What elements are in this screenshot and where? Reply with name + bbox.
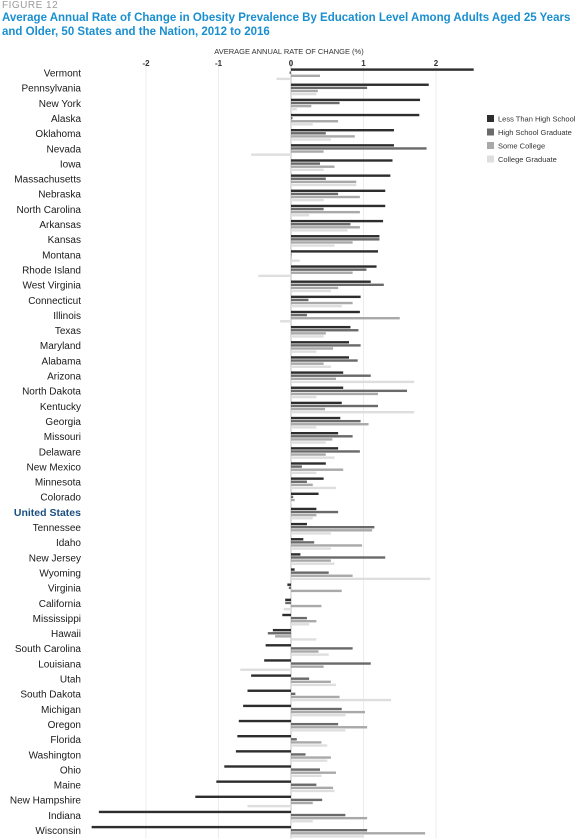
bar-some-college — [291, 423, 369, 425]
bar-high-school-graduate — [291, 253, 292, 255]
bar-college-graduate — [291, 184, 356, 186]
bar-college-graduate — [291, 381, 414, 383]
bar-high-school-graduate — [291, 678, 309, 680]
category-label: North Carolina — [16, 204, 81, 216]
bar-less-than-high-school — [216, 780, 291, 782]
bar-high-school-graduate — [291, 299, 308, 301]
x-tick-label: 2 — [433, 59, 439, 68]
bar-less-than-high-school — [291, 159, 393, 161]
bar-some-college — [291, 559, 331, 561]
bar-less-than-high-school — [291, 508, 316, 510]
x-axis-title: AVERAGE ANNUAL RATE OF CHANGE (%) — [214, 47, 364, 56]
bar-some-college — [291, 772, 336, 774]
bar-some-college — [291, 575, 353, 577]
bar-some-college — [291, 787, 333, 789]
bar-some-college — [291, 120, 338, 122]
x-tick-label: -1 — [214, 59, 223, 68]
bar-high-school-graduate — [291, 208, 324, 210]
bar-college-graduate — [284, 608, 291, 610]
bar-less-than-high-school — [224, 765, 291, 767]
bar-high-school-graduate — [291, 329, 358, 331]
category-label: West Virginia — [22, 280, 81, 292]
bar-high-school-graduate — [291, 344, 361, 346]
category-label: Michigan — [40, 704, 81, 716]
bar-college-graduate — [291, 350, 316, 352]
bar-less-than-high-school — [291, 68, 474, 70]
legend — [487, 115, 575, 165]
category-label: Hawaii — [50, 629, 81, 641]
bar-college-graduate — [291, 714, 345, 716]
bar-college-graduate — [291, 820, 313, 822]
bar-high-school-graduate — [291, 662, 371, 664]
bar-college-graduate — [291, 305, 342, 307]
legend-label: Some College — [498, 141, 546, 151]
bar-less-than-high-school — [195, 796, 291, 798]
bar-less-than-high-school — [266, 644, 291, 646]
bar-college-graduate — [291, 790, 335, 792]
bar-less-than-high-school — [251, 674, 291, 676]
x-tick-label: 0 — [288, 59, 294, 68]
bar-college-graduate — [291, 199, 324, 201]
bar-high-school-graduate — [291, 223, 350, 225]
category-label: California — [38, 598, 81, 610]
bar-less-than-high-school — [291, 523, 307, 525]
category-label: Ohio — [59, 765, 81, 777]
bar-college-graduate — [291, 502, 292, 504]
bar-college-graduate — [291, 456, 335, 458]
bar-less-than-high-school — [291, 387, 343, 389]
bar-high-school-graduate — [291, 556, 385, 558]
bar-less-than-high-school — [264, 659, 291, 661]
chart-title: Average Annual Rate of Change in Obesity Prevalence By Education Level Among Adults Aged 25 Years and Older, 50 States and the Nation, 2012 to 2016 — [2, 12, 571, 38]
bar-less-than-high-school — [291, 296, 361, 298]
category-label: North Dakota — [22, 386, 81, 398]
bar-college-graduate — [291, 623, 309, 625]
bar-high-school-graduate — [291, 617, 307, 619]
bar-college-graduate — [291, 229, 348, 231]
bar-some-college — [291, 756, 331, 758]
bar-high-school-graduate — [291, 435, 353, 437]
bar-some-college — [291, 317, 400, 319]
category-label: Maryland — [39, 341, 81, 353]
category-label: Mississippi — [32, 613, 81, 625]
bar-less-than-high-school — [291, 220, 383, 222]
category-label: Arkansas — [39, 220, 81, 231]
x-tick-label: -2 — [142, 59, 150, 68]
bar-less-than-high-school — [291, 568, 295, 570]
category-label: Indiana — [48, 810, 81, 822]
category-label: Tennessee — [32, 523, 81, 534]
category-label: Washington — [28, 750, 81, 762]
bar-high-school-graduate — [289, 587, 291, 589]
bar-high-school-graduate — [291, 87, 367, 89]
category-label: Colorado — [40, 492, 81, 504]
bar-less-than-high-school — [291, 371, 343, 373]
bar-college-graduate — [251, 153, 291, 155]
bar-high-school-graduate — [291, 375, 371, 377]
bar-college-graduate — [248, 805, 292, 807]
bar-high-school-graduate — [291, 162, 320, 164]
figure-label: FIGURE 12 — [2, 0, 59, 11]
category-label: Florida — [50, 735, 81, 747]
bar-high-school-graduate — [291, 238, 379, 240]
bar-high-school-graduate — [291, 753, 306, 755]
legend-swatch — [487, 115, 494, 122]
bar-some-college — [291, 226, 360, 228]
bar-less-than-high-school — [291, 235, 379, 237]
bar-college-graduate — [291, 578, 430, 580]
bar-high-school-graduate — [291, 829, 367, 831]
bar-college-graduate — [291, 759, 327, 761]
bar-high-school-graduate — [291, 799, 322, 801]
bar-high-school-graduate — [268, 632, 291, 634]
bar-some-college — [291, 696, 340, 698]
category-label: Illinois — [53, 310, 81, 322]
category-label: Alabama — [41, 356, 81, 368]
bar-some-college — [291, 817, 367, 819]
bar-college-graduate — [258, 275, 291, 277]
bar-less-than-high-school — [291, 447, 338, 449]
category-label: New Mexico — [26, 462, 81, 474]
bar-high-school-graduate — [291, 117, 292, 119]
bar-some-college — [291, 90, 318, 92]
bars — [92, 68, 474, 837]
bar-some-college — [291, 605, 321, 607]
bar-college-graduate — [291, 169, 324, 171]
bar-college-graduate — [291, 93, 316, 95]
bar-some-college — [291, 181, 356, 183]
bar-college-graduate — [291, 290, 331, 292]
bar-some-college — [291, 166, 335, 168]
bar-college-graduate — [291, 547, 331, 549]
bar-some-college — [291, 150, 324, 152]
bar-some-college — [291, 135, 355, 137]
bar-college-graduate — [291, 366, 331, 368]
bar-less-than-high-school — [291, 84, 429, 86]
bar-less-than-high-school — [291, 493, 319, 495]
bar-college-graduate — [291, 653, 329, 655]
bar-some-college — [291, 711, 365, 713]
bar-high-school-graduate — [291, 405, 378, 407]
bar-some-college — [291, 741, 321, 743]
category-label: Georgia — [45, 416, 81, 428]
bar-less-than-high-school — [291, 144, 394, 146]
bar-less-than-high-school — [291, 190, 385, 192]
bar-some-college — [291, 726, 367, 728]
bar-high-school-graduate — [291, 784, 316, 786]
bar-some-college — [291, 302, 353, 304]
bar-less-than-high-school — [239, 720, 291, 722]
category-label: Kansas — [47, 235, 81, 247]
bar-college-graduate — [277, 78, 292, 80]
bar-high-school-graduate — [291, 390, 407, 392]
bar-some-college — [291, 408, 325, 410]
category-label: Maine — [53, 780, 81, 792]
bar-some-college — [291, 620, 316, 622]
bar-college-graduate — [291, 729, 345, 731]
bar-less-than-high-school — [248, 690, 292, 692]
bar-some-college — [291, 438, 332, 440]
bar-high-school-graduate — [291, 481, 307, 483]
bar-high-school-graduate — [291, 147, 427, 149]
bar-college-graduate — [291, 472, 316, 474]
bar-some-college — [291, 272, 353, 274]
legend-label: Less Than High School — [498, 114, 575, 124]
bar-some-college — [291, 469, 343, 471]
category-label: Massachusetts — [14, 174, 81, 186]
bar-some-college — [291, 393, 378, 395]
bar-college-graduate — [291, 699, 391, 701]
bar-high-school-graduate — [291, 450, 360, 452]
category-label: Pennsylvania — [21, 83, 81, 95]
bar-less-than-high-school — [282, 614, 291, 616]
category-label: New York — [38, 98, 81, 110]
x-tick-labels — [142, 59, 438, 68]
category-label: South Carolina — [14, 644, 81, 656]
bar-high-school-graduate — [291, 526, 374, 528]
bar-less-than-high-school — [291, 99, 420, 101]
bar-college-graduate — [291, 138, 331, 140]
bar-high-school-graduate — [291, 541, 314, 543]
bar-less-than-high-school — [291, 538, 303, 540]
bar-high-school-graduate — [291, 465, 302, 467]
bar-college-graduate — [291, 775, 321, 777]
x-tick-label: 1 — [361, 59, 366, 68]
bar-some-college — [291, 362, 324, 364]
bar-less-than-high-school — [291, 114, 419, 116]
category-label: Wisconsin — [35, 826, 81, 837]
category-label: South Dakota — [20, 689, 81, 701]
bar-college-graduate — [291, 684, 336, 686]
bar-less-than-high-school — [291, 174, 390, 176]
category-label: Montana — [42, 250, 81, 262]
bar-some-college — [291, 544, 362, 546]
bar-some-college — [291, 665, 324, 667]
bar-high-school-graduate — [291, 723, 338, 725]
legend-swatch — [487, 129, 494, 136]
bar-some-college — [291, 529, 372, 531]
bar-less-than-high-school — [291, 311, 360, 313]
bar-less-than-high-school — [291, 326, 350, 328]
bar-high-school-graduate — [291, 693, 295, 695]
bar-high-school-graduate — [291, 314, 307, 316]
bar-some-college — [291, 681, 331, 683]
legend-label: High School Graduate — [498, 128, 572, 137]
bar-high-school-graduate — [291, 511, 338, 513]
bar-some-college — [291, 499, 295, 501]
bar-high-school-graduate — [290, 72, 291, 74]
bar-some-college — [291, 287, 338, 289]
bar-high-school-graduate — [291, 193, 338, 195]
bar-college-graduate — [291, 517, 313, 519]
category-label: Louisiana — [38, 659, 81, 671]
bar-some-college — [275, 635, 291, 637]
category-label: Kentucky — [39, 401, 81, 413]
category-label: Oklahoma — [35, 129, 81, 141]
bar-high-school-graduate — [291, 496, 293, 498]
bar-some-college — [291, 832, 425, 834]
bar-less-than-high-school — [287, 584, 291, 586]
bar-college-graduate — [240, 669, 291, 671]
bar-less-than-high-school — [243, 705, 291, 707]
category-label: New Hampshire — [9, 795, 81, 807]
bar-college-graduate — [291, 108, 297, 110]
bar-high-school-graduate — [291, 647, 353, 649]
bar-college-graduate — [291, 123, 313, 125]
bar-high-school-graduate — [291, 284, 384, 286]
category-label: New Jersey — [28, 553, 81, 565]
bar-college-graduate — [291, 563, 335, 565]
bar-some-college — [291, 802, 313, 804]
bar-college-graduate — [291, 411, 414, 413]
category-label: United States — [13, 506, 81, 519]
bar-high-school-graduate — [285, 602, 291, 604]
legend-swatch — [487, 142, 494, 149]
bar-some-college — [291, 650, 319, 652]
bar-college-graduate — [291, 335, 324, 337]
bar-college-graduate — [291, 638, 316, 640]
bar-less-than-high-school — [99, 811, 291, 813]
bar-college-graduate — [291, 426, 316, 428]
bar-less-than-high-school — [291, 250, 378, 252]
bar-college-graduate — [291, 593, 292, 595]
bar-less-than-high-school — [291, 281, 371, 283]
category-label: Texas — [54, 326, 81, 338]
bar-college-graduate — [291, 441, 326, 443]
bar-college-graduate — [291, 532, 331, 534]
legend-swatch — [487, 156, 494, 163]
bar-less-than-high-school — [291, 356, 349, 358]
bar-less-than-high-school — [291, 477, 324, 479]
bar-some-college — [291, 453, 326, 455]
category-label: Arizona — [47, 371, 81, 383]
category-label: Wyoming — [39, 568, 81, 580]
bar-high-school-graduate — [291, 571, 329, 573]
bar-high-school-graduate — [291, 359, 358, 361]
bar-some-college — [291, 211, 360, 213]
bar-college-graduate — [291, 835, 364, 837]
bar-less-than-high-school — [291, 417, 340, 419]
category-label: Iowa — [59, 159, 81, 171]
bar-college-graduate — [291, 487, 336, 489]
bar-college-graduate — [291, 214, 309, 216]
bar-high-school-graduate — [291, 814, 345, 816]
bar-less-than-high-school — [291, 341, 349, 343]
bar-some-college — [291, 484, 313, 486]
bar-high-school-graduate — [291, 268, 366, 270]
category-label: Missouri — [43, 432, 81, 444]
category-label: Virginia — [47, 583, 81, 595]
bar-high-school-graduate — [291, 738, 297, 740]
category-label: Alaska — [50, 113, 81, 125]
legend-label: College Graduate — [498, 155, 557, 164]
bar-some-college — [291, 514, 316, 516]
bar-less-than-high-school — [92, 826, 291, 828]
bar-less-than-high-school — [273, 629, 291, 631]
bar-some-college — [291, 378, 336, 380]
category-label: Connecticut — [28, 295, 81, 307]
bar-high-school-graduate — [291, 178, 326, 180]
category-label: Delaware — [38, 447, 81, 459]
bar-less-than-high-school — [236, 750, 291, 752]
bar-high-school-graduate — [291, 420, 361, 422]
bar-high-school-graduate — [291, 132, 326, 134]
bar-some-college — [291, 75, 320, 77]
bar-high-school-graduate — [291, 708, 342, 710]
bar-college-graduate — [291, 744, 327, 746]
category-label: Oregon — [47, 719, 81, 731]
bar-some-college — [291, 196, 360, 198]
bar-some-college — [291, 590, 342, 592]
bar-high-school-graduate — [291, 102, 340, 104]
category-label: Vermont — [43, 68, 81, 80]
bar-less-than-high-school — [291, 553, 300, 555]
bar-less-than-high-school — [237, 735, 291, 737]
bar-less-than-high-school — [291, 432, 338, 434]
category-label: Nevada — [46, 144, 81, 156]
bar-college-graduate — [291, 260, 300, 262]
bar-less-than-high-school — [291, 265, 377, 267]
bar-college-graduate — [291, 244, 335, 246]
bar-less-than-high-school — [291, 129, 394, 131]
bar-some-college — [291, 105, 311, 107]
bar-some-college — [291, 332, 326, 334]
bar-less-than-high-school — [291, 205, 385, 207]
bar-high-school-graduate — [291, 768, 320, 770]
category-label: Nebraska — [38, 189, 81, 201]
bar-some-college — [291, 241, 353, 243]
bar-college-graduate — [280, 320, 291, 322]
bar-some-college — [291, 347, 333, 349]
category-label: Minnesota — [34, 477, 81, 489]
category-label: Rhode Island — [22, 265, 81, 277]
bar-less-than-high-school — [285, 599, 291, 601]
bar-college-graduate — [291, 396, 316, 398]
category-label: Idaho — [55, 538, 81, 550]
bar-less-than-high-school — [291, 402, 342, 404]
category-labels — [10, 69, 82, 838]
category-label: Utah — [59, 674, 81, 686]
bar-less-than-high-school — [291, 462, 326, 464]
bar-some-college — [291, 256, 292, 258]
